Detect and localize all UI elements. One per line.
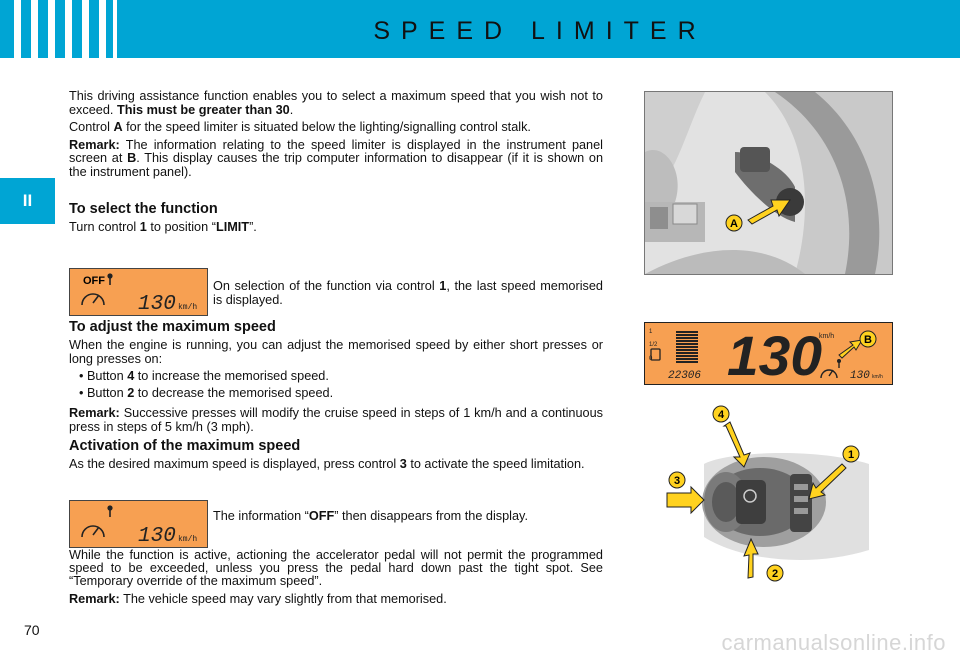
header-stripe (65, 0, 72, 58)
svg-text:1/2: 1/2 (649, 342, 658, 348)
page-number: 70 (24, 622, 40, 638)
lcd-active-display (69, 500, 208, 548)
activate-heading: Activation of the maximum speed (69, 438, 301, 454)
instrument-panel-figure (644, 322, 893, 385)
lcd-off-display (69, 268, 208, 316)
fuel-level-bars (676, 331, 698, 363)
arrow-3-icon (667, 487, 704, 513)
adjust-heading: To adjust the maximum speed (69, 319, 276, 335)
header-stripe (99, 0, 106, 58)
watermark: carmanualsonline.info (721, 630, 946, 655)
panel-speed: 130 (727, 324, 822, 384)
header-stripe (31, 0, 38, 58)
label-2: 2 (771, 568, 779, 580)
control-stalk-figure (664, 402, 874, 587)
steering-column-figure (644, 91, 893, 275)
svg-text:1: 1 (649, 329, 653, 335)
select-text: Turn control 1 to position “LIMIT”. (69, 220, 257, 234)
speedometer-icon (82, 526, 104, 537)
speedometer-icon (82, 294, 104, 305)
lcd-speed: 130 (138, 293, 176, 315)
header-stripe (14, 0, 21, 58)
panel-small-speed: 130 (850, 370, 870, 382)
label-3: 3 (673, 475, 681, 487)
lock-icon (107, 505, 112, 517)
select-display-text: On selection of the function via control 1, the last speed memorised is displayed. (213, 279, 603, 307)
section-tab: II (0, 178, 55, 224)
lock-icon (107, 273, 112, 285)
lcd-unit: km/h (178, 303, 198, 312)
label-1: 1 (847, 449, 855, 461)
activate-display-text: The information “OFF” then disappears from the display. (213, 509, 528, 523)
page-title: SPEED LIMITER (373, 17, 707, 45)
label-a: A (730, 218, 738, 230)
activate-text: As the desired maximum speed is displayed, press control 3 to activate the speed limitation. (69, 457, 585, 471)
adjust-text: When the engine is running, you can adjust the memorised speed by either short presses or long presses on: • Button 4 to increase the memorised speed. • Button 2 to decrease the memorised speed. Remark: Successive presses will modify the cruise speed in steps of 1 km/h and a continuous press in steps of 5 km/h (3 mph). (69, 338, 603, 434)
header-stripe (82, 0, 89, 58)
svg-text:0: 0 (649, 356, 653, 362)
label-b: B (864, 334, 872, 346)
activate-text-2: While the function is active, actioning the accelerator pedal will not permit the programmed speed to be exceeded, unless you press the pedal hard down past the tight spot. See “Temporary override of the maximum speed”. Remark: The vehicle speed may vary slightly from that memorised. (69, 548, 603, 606)
header-stripe (113, 0, 117, 58)
panel-unit: km/h (819, 333, 835, 340)
panel-small-unit: km/h (872, 374, 883, 380)
intro-text: This driving assistance function enables you to select a maximum speed that you wish not to exceed. This must be greater than 30. Control A for the speed limiter is situated below the lighting/signalling control stalk. Remark: The information relating to the speed limiter is displayed in the instrument panel screen at B. This display causes the trip computer information to disappear (if it is shown on the instrument panel). (69, 89, 604, 179)
label-4: 4 (717, 409, 725, 421)
header-stripe (48, 0, 55, 58)
page-header (0, 0, 960, 58)
lcd-unit: km/h (178, 535, 198, 544)
odometer: 22306 (668, 370, 702, 382)
lcd-speed: 130 (138, 525, 176, 547)
lcd-off-text: OFF (83, 275, 105, 287)
select-heading: To select the function (69, 201, 218, 217)
